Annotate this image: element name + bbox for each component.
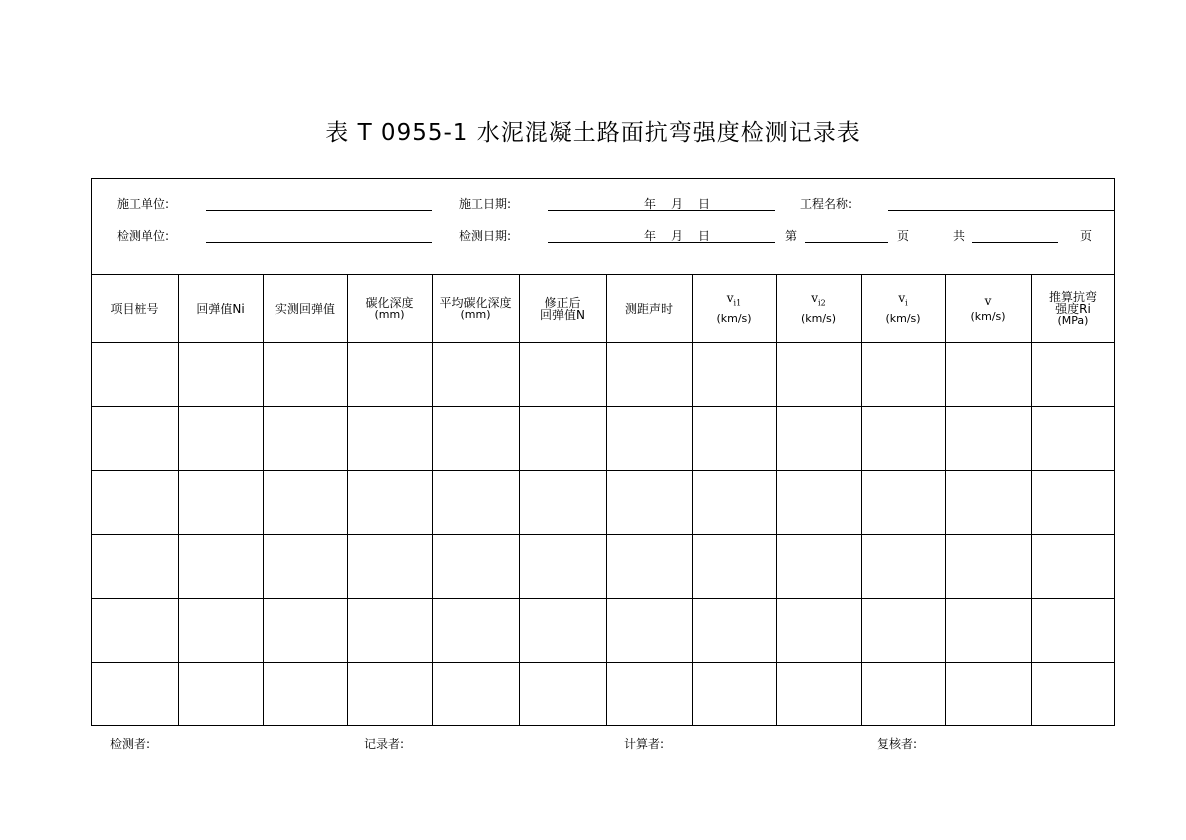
header-text: (mm) bbox=[374, 307, 405, 321]
header-text: 强度Ri bbox=[1055, 301, 1091, 316]
table-cell[interactable] bbox=[693, 535, 776, 598]
table-cell[interactable] bbox=[520, 663, 606, 726]
table-cell[interactable] bbox=[693, 663, 776, 726]
table-cell[interactable] bbox=[777, 471, 861, 534]
page-number-field[interactable] bbox=[805, 242, 888, 243]
table-cell[interactable] bbox=[179, 663, 263, 726]
column-header bbox=[861, 275, 945, 342]
velocity-symbol: v bbox=[984, 293, 992, 308]
total-suffix: 页 bbox=[1080, 229, 1093, 243]
table-cell[interactable] bbox=[777, 663, 861, 726]
column-header bbox=[91, 275, 178, 342]
table-cell[interactable] bbox=[348, 599, 432, 662]
table-cell[interactable] bbox=[1032, 663, 1115, 726]
header-text: (mm) bbox=[460, 307, 491, 321]
table-cell[interactable] bbox=[348, 407, 432, 470]
unit-label: (km/s) bbox=[885, 312, 921, 326]
table-cell[interactable] bbox=[520, 471, 606, 534]
unit-label: (km/s) bbox=[970, 309, 1006, 323]
page-prefix: 第 bbox=[785, 229, 798, 243]
header-text: 碳化深度 bbox=[365, 295, 414, 310]
table-cell[interactable] bbox=[433, 535, 519, 598]
table-cell[interactable] bbox=[862, 663, 945, 726]
table-cell[interactable] bbox=[264, 407, 347, 470]
table-cell[interactable] bbox=[607, 471, 692, 534]
table-cell[interactable] bbox=[348, 663, 432, 726]
column-header bbox=[606, 275, 692, 342]
table-cell[interactable] bbox=[946, 535, 1031, 598]
table-cell[interactable] bbox=[946, 663, 1031, 726]
header-text: 项目桩号 bbox=[110, 301, 159, 316]
table-cell[interactable] bbox=[862, 535, 945, 598]
table-cell[interactable] bbox=[264, 535, 347, 598]
table-cell[interactable] bbox=[520, 535, 606, 598]
velocity-symbol: $v_i$ bbox=[898, 290, 908, 308]
calculator-label: 计算者: bbox=[624, 737, 665, 751]
table-cell[interactable] bbox=[777, 343, 861, 406]
table-cell[interactable] bbox=[433, 407, 519, 470]
construction-date-field[interactable] bbox=[548, 210, 775, 211]
recorder-label: 记录者: bbox=[364, 737, 405, 751]
table-cell[interactable] bbox=[693, 407, 776, 470]
table-cell[interactable] bbox=[693, 599, 776, 662]
construction-unit-field[interactable] bbox=[206, 210, 432, 211]
inspection-date-label: 检测日期: bbox=[459, 229, 512, 243]
table-cell[interactable] bbox=[946, 471, 1031, 534]
table-cell[interactable] bbox=[92, 343, 178, 406]
table-cell[interactable] bbox=[264, 599, 347, 662]
inspection-day: 日 bbox=[698, 229, 711, 243]
table-cell[interactable] bbox=[520, 599, 606, 662]
table-cell[interactable] bbox=[1032, 471, 1115, 534]
table-cell[interactable] bbox=[520, 343, 606, 406]
table-cell[interactable] bbox=[777, 599, 861, 662]
table-cell[interactable] bbox=[862, 599, 945, 662]
header-text: 实测回弹值 bbox=[274, 301, 335, 316]
column-header bbox=[945, 275, 1031, 342]
project-name-field[interactable] bbox=[888, 210, 1115, 211]
header-text: 平均碳化深度 bbox=[439, 295, 512, 310]
table-cell[interactable] bbox=[92, 599, 178, 662]
table-cell[interactable] bbox=[862, 471, 945, 534]
table-cell[interactable] bbox=[693, 471, 776, 534]
inspection-unit-label: 检测单位: bbox=[117, 229, 170, 243]
table-cell[interactable] bbox=[1032, 407, 1115, 470]
table-cell[interactable] bbox=[179, 407, 263, 470]
table-cell[interactable] bbox=[607, 599, 692, 662]
table-cell[interactable] bbox=[264, 471, 347, 534]
column-header bbox=[692, 275, 776, 342]
column-header bbox=[347, 275, 432, 342]
velocity-symbol: $v_{i1}$ bbox=[726, 290, 742, 308]
page-suffix: 页 bbox=[897, 229, 910, 243]
construction-year: 年 bbox=[644, 197, 657, 211]
velocity-symbol: $v_{i2}$ bbox=[811, 290, 826, 308]
column-header bbox=[263, 275, 347, 342]
total-prefix: 共 bbox=[953, 229, 966, 243]
header-text: 修正后 bbox=[544, 295, 581, 310]
column-header bbox=[519, 275, 606, 342]
table-cell[interactable] bbox=[433, 343, 519, 406]
table-cell[interactable] bbox=[520, 407, 606, 470]
column-header bbox=[432, 275, 519, 342]
table-cell[interactable] bbox=[348, 343, 432, 406]
table-cell[interactable] bbox=[693, 343, 776, 406]
column-header bbox=[1031, 275, 1115, 342]
reviewer-label: 复核者: bbox=[877, 737, 918, 751]
header-text: 回弹值Ni bbox=[196, 301, 245, 316]
column-header bbox=[178, 275, 263, 342]
table-cell[interactable] bbox=[946, 343, 1031, 406]
table-cell[interactable] bbox=[862, 407, 945, 470]
table-cell[interactable] bbox=[179, 343, 263, 406]
table-cell[interactable] bbox=[1032, 599, 1115, 662]
page-title: 表 T 0955-1 水泥混凝土路面抗弯强度检测记录表 bbox=[325, 120, 861, 146]
table-cell[interactable] bbox=[433, 471, 519, 534]
table-cell[interactable] bbox=[264, 343, 347, 406]
table-cell[interactable] bbox=[433, 663, 519, 726]
construction-month: 月 bbox=[671, 197, 684, 211]
inspection-month: 月 bbox=[671, 229, 684, 243]
table-cell[interactable] bbox=[92, 471, 178, 534]
construction-date-label: 施工日期: bbox=[459, 197, 512, 211]
unit-label: (km/s) bbox=[800, 312, 837, 326]
table-cell[interactable] bbox=[433, 599, 519, 662]
unit-label: (km/s) bbox=[716, 312, 752, 326]
table-cell[interactable] bbox=[607, 343, 692, 406]
inspection-year: 年 bbox=[644, 229, 657, 243]
table-cell[interactable] bbox=[348, 535, 432, 598]
table-cell[interactable] bbox=[777, 535, 861, 598]
table-cell[interactable] bbox=[946, 407, 1031, 470]
inspector-label: 检测者: bbox=[110, 737, 151, 751]
header-text: 测距声时 bbox=[624, 301, 673, 316]
header-text: 推算抗弯 bbox=[1048, 289, 1097, 304]
table-cell[interactable] bbox=[862, 343, 945, 406]
table-cell[interactable] bbox=[348, 471, 432, 534]
construction-day: 日 bbox=[698, 197, 711, 211]
total-pages-field[interactable] bbox=[972, 242, 1058, 243]
table-cell[interactable] bbox=[92, 407, 178, 470]
construction-unit-label: 施工单位: bbox=[117, 197, 170, 211]
table-cell[interactable] bbox=[1032, 535, 1115, 598]
inspection-unit-field[interactable] bbox=[206, 242, 432, 243]
header-text: 回弹值N bbox=[540, 307, 585, 322]
project-name-label: 工程名称: bbox=[800, 197, 853, 211]
table-cell[interactable] bbox=[946, 599, 1031, 662]
table-cell[interactable] bbox=[179, 599, 263, 662]
table-cell[interactable] bbox=[264, 663, 347, 726]
table-cell[interactable] bbox=[179, 471, 263, 534]
inspection-date-field[interactable] bbox=[548, 242, 775, 243]
table-cell[interactable] bbox=[777, 407, 861, 470]
table-cell[interactable] bbox=[92, 535, 178, 598]
table-cell[interactable] bbox=[1032, 343, 1115, 406]
table-cell[interactable] bbox=[92, 663, 178, 726]
table-cell[interactable] bbox=[607, 535, 692, 598]
table-cell[interactable] bbox=[607, 663, 692, 726]
table-cell[interactable] bbox=[607, 407, 692, 470]
header-text: (MPa) bbox=[1057, 313, 1089, 327]
column-header bbox=[776, 275, 861, 342]
table-cell[interactable] bbox=[179, 535, 263, 598]
